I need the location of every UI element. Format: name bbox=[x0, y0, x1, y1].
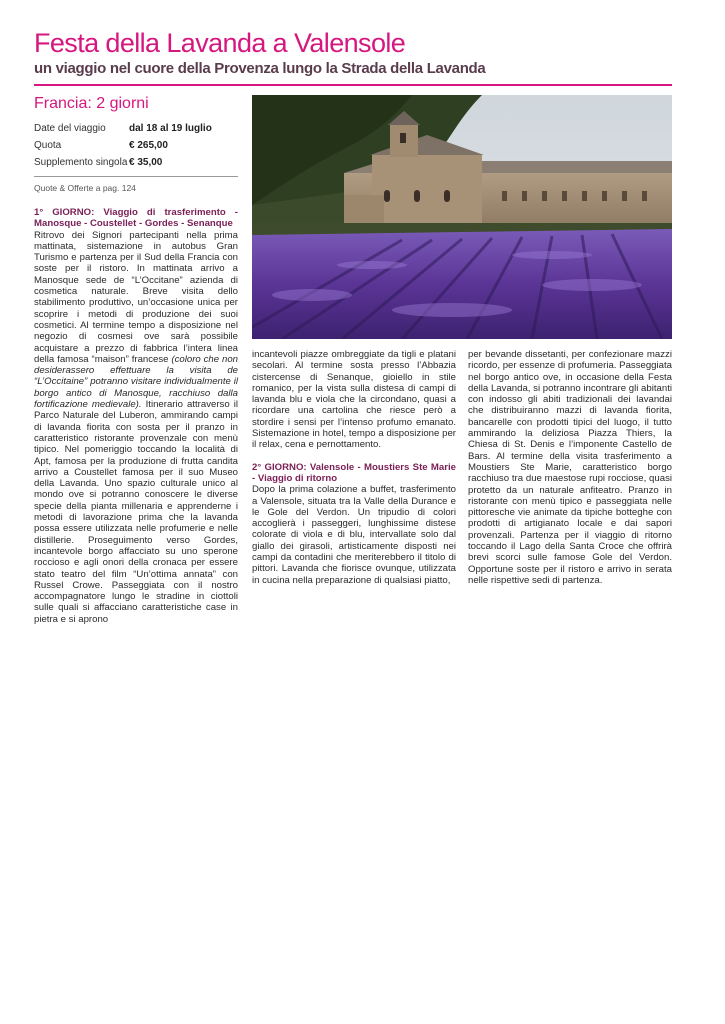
detail-row-dates bbox=[34, 120, 238, 137]
day-1-text: Ritrovo dei Signori partecipanti nella prima mattinata, sistemazione in autobus Gran Turismo e partenza per il Sud della Francia con soste per il ristoro. In mattinata arrivo a Manosque sede de “L’Occitane” azienda di cosmetica naturale. Breve visita dello stabilimento produttivo, un’occasione unica per scoprire i metodi di produzione dei suoi cosmetici. Al termine tempo a disposizione nel negozio di cosmesi ove sarà possibile acquistare a prezzo di fabbrica l’intera linea della famosa “maison” francese bbox=[34, 229, 238, 365]
detail-label: Date del viaggio bbox=[34, 123, 106, 134]
detail-label: Quota bbox=[34, 140, 62, 151]
details-divider bbox=[34, 176, 238, 177]
detail-row-single-supplement bbox=[34, 154, 238, 171]
detail-value: € 265,00 bbox=[129, 140, 168, 151]
day-2-body: Dopo la prima colazione a buffet, trasferimento a Valensole, situata tra la Valle della Durance e le Gole del Verdon. Un tripudio di colori accoglierà i passeggeri, lunghissime distese colorate di viola e di blu, intervallate solo dal giallo dei girasoli, artisticamente disposti nei campi da contadini che meriterebbero il titolo di pittori. Lavanda che fiorisce ovunque, utilizzata in cucina nella preparazione di qualsiasi piatto, bbox=[252, 484, 456, 586]
page-subtitle: un viaggio nel cuore della Provenza lungo la Strada della Lavanda bbox=[34, 60, 486, 77]
day-1-title: 1° GIORNO: Viaggio di trasferimento - Manosque - Coustellet - Gordes - Senanque bbox=[34, 207, 238, 230]
trip-heading bbox=[34, 95, 149, 113]
offers-note: Quote & Offerte a pag. 124 bbox=[34, 183, 136, 193]
day-1-text-continued: Itinerario attraverso il Parco Naturale del Luberon, ammirando campi di lavanda fiorita con sosta per il pranzo in caratteristico ristorante provenzale con menù tipico. Nel pomeriggio toccando la località di Apt, famosa per la produzione di frutta candita arrivo a Coustellet famosa per il suo Museo della Lavanda. Uno spazio culturale unico al mondo ove si potranno conoscere le diverse specie della pianta millenaria e apprenderne i metodi di lavorazione prima che la lavanda possa essere utilizzata nelle profumerie e nelle distillerie. Proseguimento verso Gordes, incantevole borgo affacciato su uno sperone roccioso e agli onori della cronaca per essere stato teatro del film “Un’ottima annata” con Russel Crowe. Passeggiata con il nostro accompagnatore lungo le stradine in ciottoli sulle quali si affacciano caratteristiche case in pietra e si aprono bbox=[34, 399, 238, 625]
text-column-2 bbox=[252, 349, 456, 586]
detail-value: € 35,00 bbox=[129, 157, 163, 168]
country-label: Francia: bbox=[34, 95, 92, 112]
day-1-italic-note: (coloro che non desiderassero effettuare la visita de “L’Occitaine” potranno visitare individualmente il borgo antico di Manosque, racchiuso dalla fortificazione medievale). bbox=[34, 353, 238, 411]
abbey-lavender-photo bbox=[252, 95, 672, 339]
day-1-body-end: incantevoli piazze ombreggiate da tigli e platani secolari. Al termine sosta presso l’Abbazia cistercense di Senanque, gioiello in stile romanico, per la vista sulla distesa di campi di lavanda blu e viola che la circondano, quasi a ricordare una cartolina che riesce però a stordire i sensi per l’intenso profumo emanato. Sistemazione in hotel, tempo a disposizione per il relax, cena e pernottamento. bbox=[252, 349, 456, 451]
duration-label: 2 giorni bbox=[96, 95, 149, 112]
detail-label: Supplemento singola bbox=[34, 157, 128, 168]
text-column-3 bbox=[468, 349, 672, 586]
detail-row-price bbox=[34, 137, 238, 154]
day-2-body-continued: per bevande dissetanti, per confezionare mazzi ricordo, per essenze di profumeria. Passeggiata nel borgo antico ove, in occasione della Festa della Lavanda, si potranno incontrare gli abitanti con indosso gli abiti tradizionali dei lavandai che distribuiranno mazzi di lavanda fiorita, bancarelle con prodotti tipici del luogo, il tutto ammirando la deliziosa Piazza Thiers, la Chiesa di St. Denis e l’imponente Castello de Bars. Al termine della visita trasferimento a Moustiers Ste Marie, caratteristico borgo racchiuso tra due maestose rupi rocciose, quasi protetto da un naturale anfiteatro. Pranzo in ristorante con menù tipico e passeggiata nelle pittoresche vie animate da tipiche botteghe con prodotti di artigianato locale e dai sapori provenzali. Partenza per il viaggio di ritorno toccando il Lago della Santa Croce che offrirà brevi scorci sulle famose Gole del Verdon. Opportune soste per il ristoro e arrivo in serata nelle rispettive sedi di partenza. bbox=[468, 349, 672, 586]
day-2-title: 2° GIORNO: Valensole - Moustiers Ste Marie - Viaggio di ritorno bbox=[252, 461, 456, 484]
detail-value: dal 18 al 19 luglio bbox=[129, 123, 212, 134]
day-1-body bbox=[34, 230, 238, 625]
header-divider bbox=[34, 84, 672, 86]
text-column-1 bbox=[34, 207, 238, 625]
trip-details bbox=[34, 120, 238, 171]
page-title: Festa della Lavanda a Valensole bbox=[34, 28, 406, 58]
